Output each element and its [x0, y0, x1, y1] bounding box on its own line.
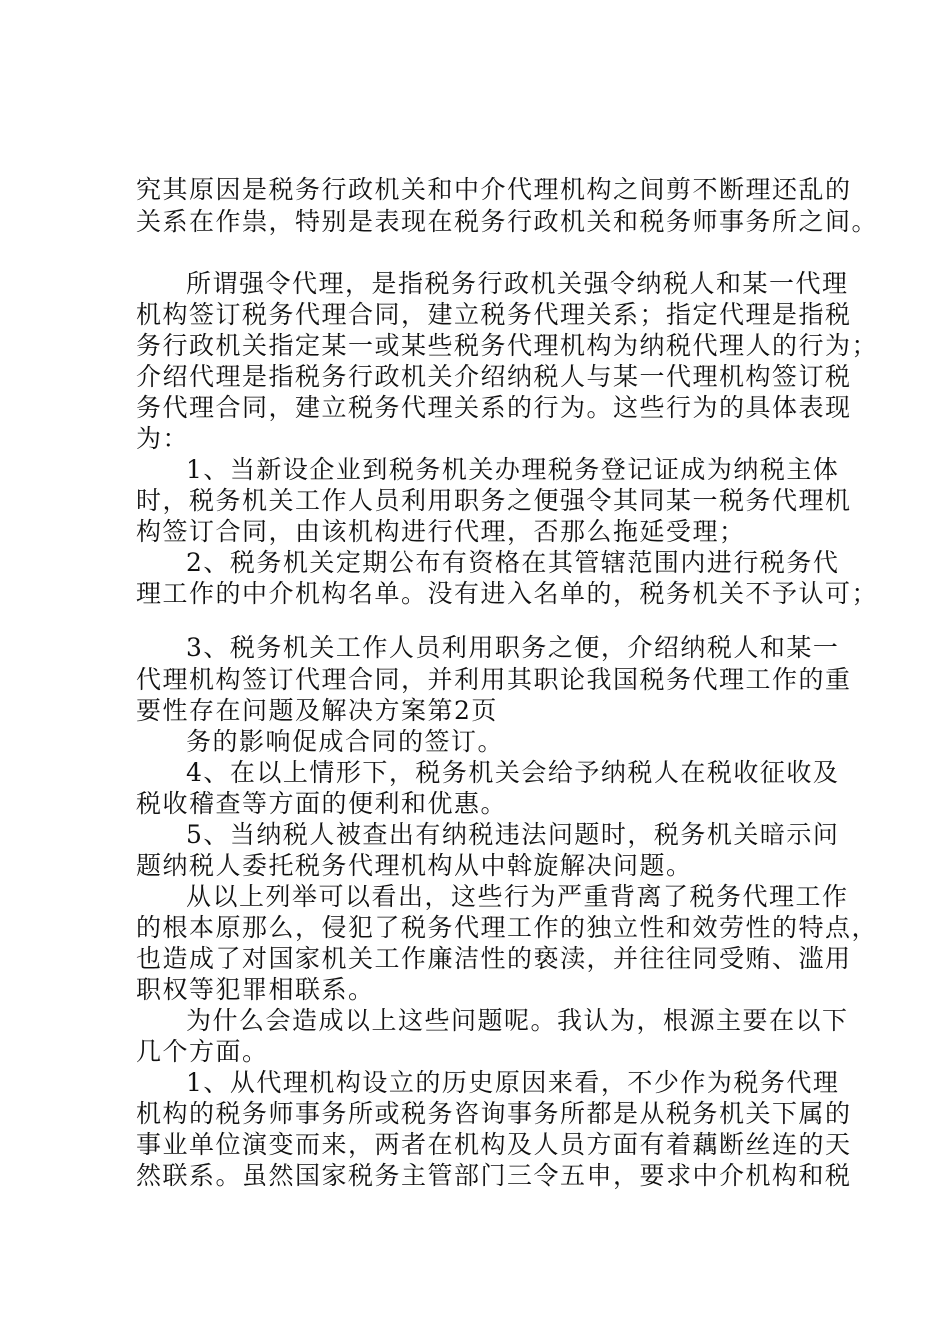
text-line: 1、当新设企业到税务机关办理税务登记证成为纳税主体 — [186, 455, 840, 484]
text-line: 为： — [136, 424, 190, 453]
text-line: 的根本原那么，侵犯了税务代理工作的独立性和效劳性的特点， — [136, 913, 879, 942]
text-line: 1、从代理机构设立的历史原因来看，不少作为税务代理 — [186, 1068, 840, 1097]
text-line: 究其原因是税务行政机关和中介代理机构之间剪不断理还乱的 — [136, 175, 852, 204]
text-line: 构签订合同，由该机构进行代理，否那么拖延受理； — [136, 517, 746, 546]
text-line: 几个方面。 — [136, 1037, 269, 1066]
text-line: 机构签订税务代理合同，建立税务代理关系；指定代理是指税 — [136, 300, 852, 329]
text-line: 务代理合同，建立税务代理关系的行为。这些行为的具体表现 — [136, 393, 852, 422]
text-line: 务的影响促成合同的签订。 — [186, 727, 505, 756]
text-line: 4、在以上情形下，税务机关会给予纳税人在税收征收及 — [186, 758, 840, 787]
text-line: 然联系。虽然国家税务主管部门三令五申，要求中介机构和税 — [136, 1161, 852, 1190]
text-line: 机构的税务师事务所或税务咨询事务所都是从税务机关下属的 — [136, 1099, 852, 1128]
text-line: 从以上列举可以看出，这些行为严重背离了税务代理工作 — [186, 882, 849, 911]
text-line: 关系在作祟，特别是表现在税务行政机关和税务师事务所之间。 — [136, 207, 879, 236]
text-line: 事业单位演变而来，两者在机构及人员方面有着藕断丝连的天 — [136, 1130, 852, 1159]
text-line: 3、税务机关工作人员利用职务之便，介绍纳税人和某一 — [186, 633, 840, 662]
text-line: 税收稽查等方面的便利和优惠。 — [136, 789, 508, 818]
text-line: 为什么会造成以上这些问题呢。我认为，根源主要在以下 — [186, 1006, 849, 1035]
text-line: 时，税务机关工作人员利用职务之便强令其同某一税务代理机 — [136, 486, 852, 515]
text-line: 职权等犯罪相联系。 — [136, 975, 375, 1004]
text-line: 5、当纳税人被查出有纳税违法问题时，税务机关暗示问 — [186, 820, 840, 849]
text-line: 也造成了对国家机关工作廉洁性的亵渎，并往往同受贿、滥用 — [136, 944, 852, 973]
text-line: 务行政机关指定某一或某些税务代理机构为纳税代理人的行为； — [136, 331, 879, 360]
text-line: 理工作的中介机构名单。没有进入名单的，税务机关不予认可； — [136, 579, 879, 608]
text-line: 2、税务机关定期公布有资格在其管辖范围内进行税务代 — [186, 548, 840, 577]
text-line: 所谓强令代理，是指税务行政机关强令纳税人和某一代理 — [186, 269, 849, 298]
text-line: 要性存在问题及解决方案第2页 — [136, 696, 498, 725]
text-line: 代理机构签订代理合同，并利用其职论我国税务代理工作的重 — [136, 665, 852, 694]
text-line: 题纳税人委托税务代理机构从中斡旋解决问题。 — [136, 851, 693, 880]
text-line: 介绍代理是指税务行政机关介绍纳税人与某一代理机构签订税 — [136, 362, 852, 391]
